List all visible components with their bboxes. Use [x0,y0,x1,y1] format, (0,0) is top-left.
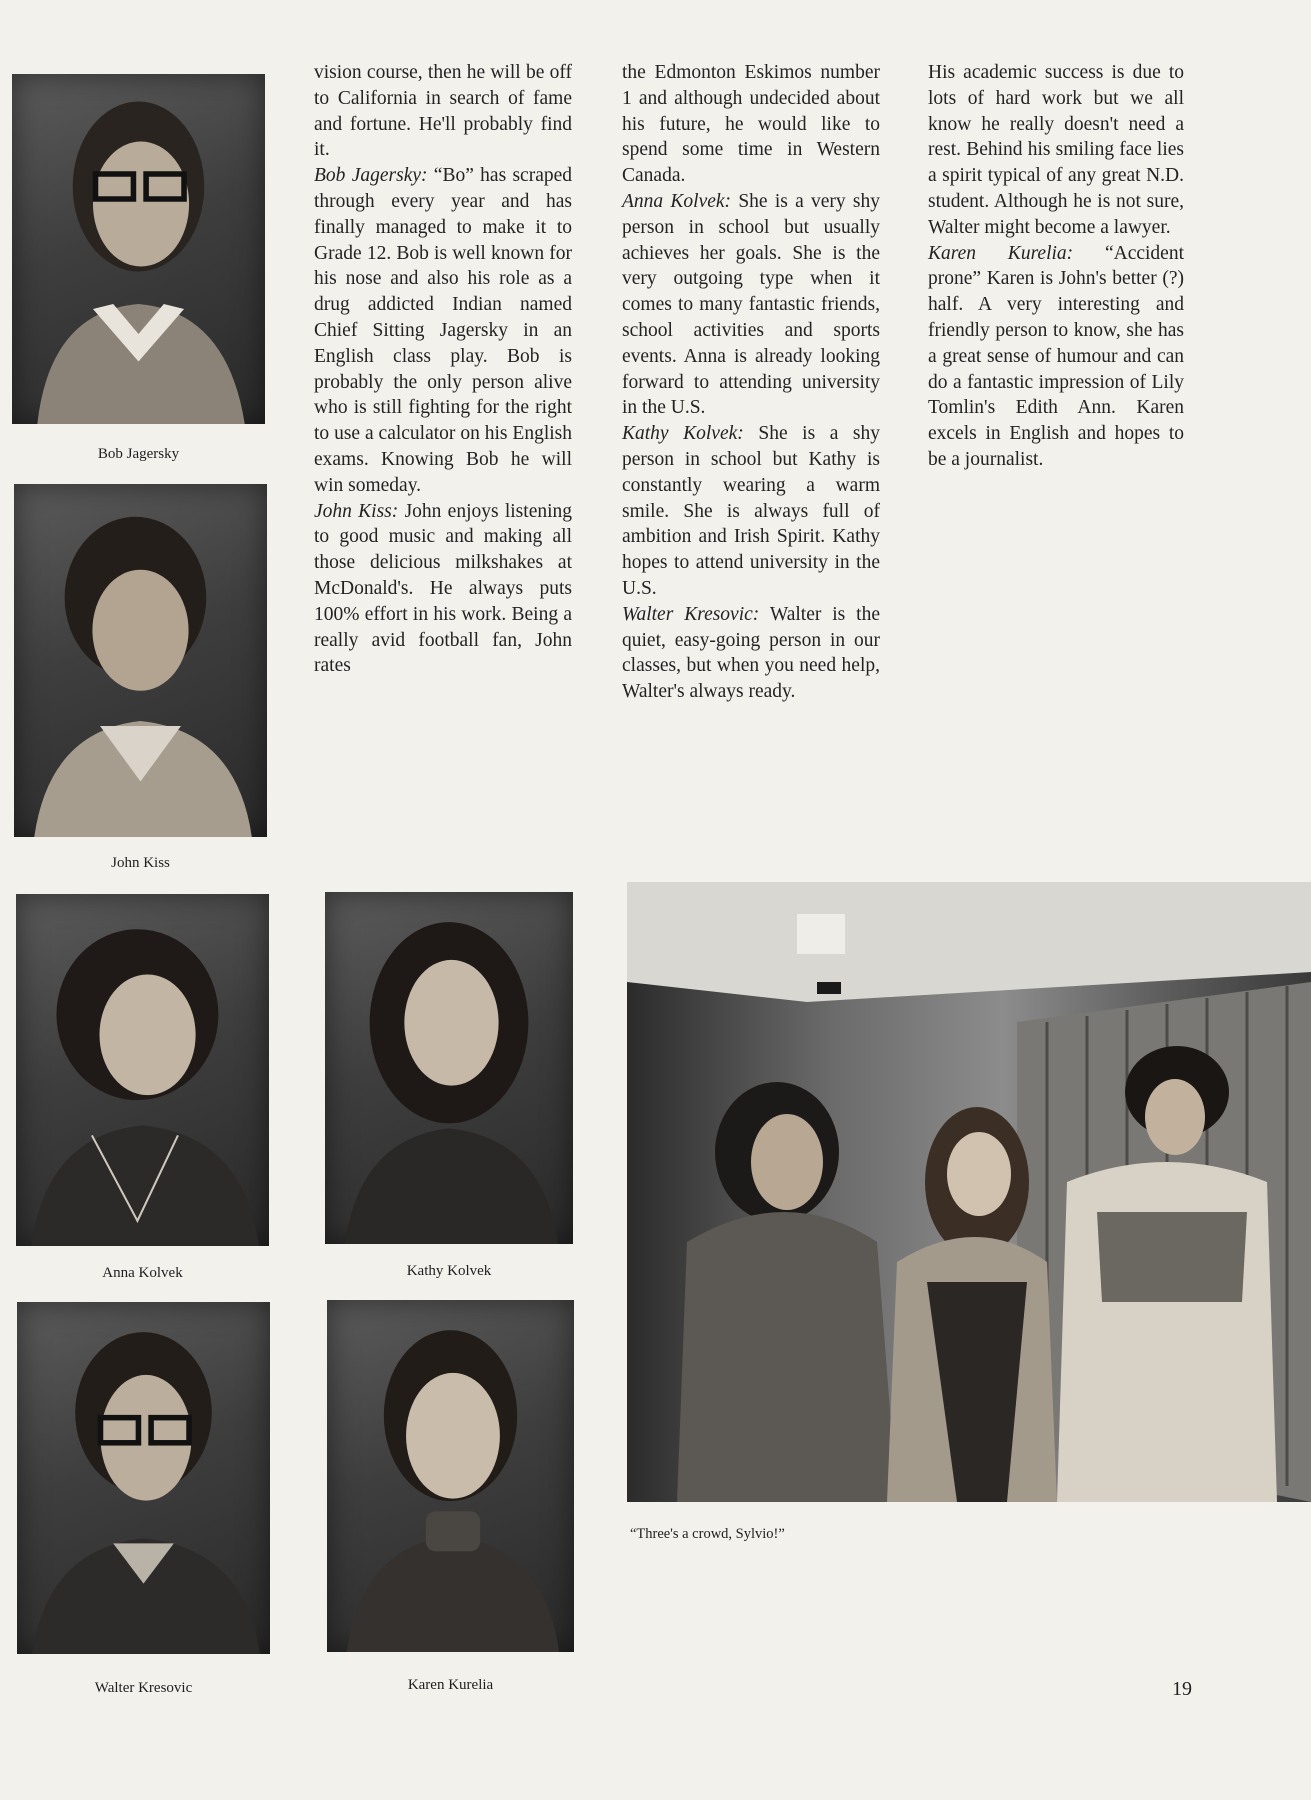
portrait-silhouette [17,1302,270,1654]
text-column-2 [622,60,880,705]
portrait-silhouette [327,1300,574,1652]
caption-bob-jagersky: Bob Jagersky [97,446,180,462]
portrait-john-kiss [14,484,267,837]
portrait-kathy-kolvek [325,892,573,1244]
bio-text: “Accident prone” Karen is John's better (?) half. A very interesting and friendly person to know, she has a great sense of humour and can do a fantastic impression of Lily Tomlin's Edith Ann. Karen excels in English and hopes to be a journalist. [928,242,1184,470]
bio-paragraph [622,60,880,189]
portrait-karen-kurelia [327,1300,574,1652]
page-number: 19 [1172,1678,1192,1700]
caption-kathy-kolvek: Kathy Kolvek [406,1263,492,1279]
caption-walter-kresovic: Walter Kresovic [94,1680,193,1696]
bio-paragraph [622,602,880,705]
bio-paragraph [314,499,572,680]
portrait-anna-kolvek [16,894,269,1246]
bio-text: the Edmonton Eskimos number 1 and although undecided about his future, he would like to spend some time in Western Canada. [622,62,880,187]
bio-paragraph [622,189,880,421]
bio-text: His academic success is due to lots of hard work but we all know he really doesn't need a rest. Behind his smiling face lies a spirit typical of any great N.D. student. Although he is not sure, Walter might become a lawyer. [928,62,1184,238]
student-name: Karen Kurelia: [928,242,1074,264]
group-photo-caption: “Three's a crowd, Sylvio!” [630,1526,785,1542]
bio-text: She is a very shy person in school but usually achieves her goals. She is the very outgoing type when it comes to many fantastic friends, school activities and sports events. Anna is already looking forward to attending university in the U.S. [622,190,881,419]
bio-paragraph [928,60,1184,241]
portrait-silhouette [325,892,573,1244]
portrait-walter-kresovic [17,1302,270,1654]
student-name: John Kiss: [314,500,399,522]
caption-karen-kurelia: Karen Kurelia [407,1677,494,1693]
student-name: Bob Jagersky: [314,165,428,187]
bio-paragraph [314,60,572,163]
bio-text: “Bo” has scraped through every year and has finally managed to make it to Grade 12. Bob is well known for his nose and also his role as a drug addicted Indian named Chief Sitting Jagersky in an English class play. Bob is probably the only person alive who is still fighting for the right to use a calculator on his English exams. Knowing Bob he will win someday. [314,165,572,496]
text-column-1 [314,60,572,679]
student-name: Kathy Kolvek: [622,423,744,445]
bio-text: Walter is the quiet, easy-going person in our classes, but when you need help, Walter's always ready. [622,603,880,703]
portrait-silhouette [12,74,265,424]
caption-anna-kolvek: Anna Kolvek [102,1265,183,1281]
bio-text: vision course, then he will be off to California in search of fame and fortune. He'll probably find it. [314,62,572,161]
bio-paragraph [928,241,1184,473]
portrait-silhouette [16,894,269,1246]
portrait-silhouette [14,484,267,837]
bio-text: She is a shy person in school but Kathy is constantly wearing a warm smile. She is always full of ambition and Irish Spirit. Kathy hopes to attend university in the U.S. [622,423,881,599]
bio-text: John enjoys listening to good music and making all those delicious milkshakes at McDonald's. He always puts 100% effort in his work. Being a really avid football fan, John rates [314,500,573,677]
student-name: Walter Kresovic: [622,603,760,625]
student-name: Anna Kolvek: [622,190,732,212]
text-column-3 [928,60,1184,473]
bio-paragraph [314,163,572,498]
hallway-scene [627,882,1311,1502]
portrait-bob-jagersky [12,74,265,424]
bio-paragraph [622,421,880,602]
caption-john-kiss: John Kiss [111,855,170,871]
group-photo [627,882,1311,1502]
